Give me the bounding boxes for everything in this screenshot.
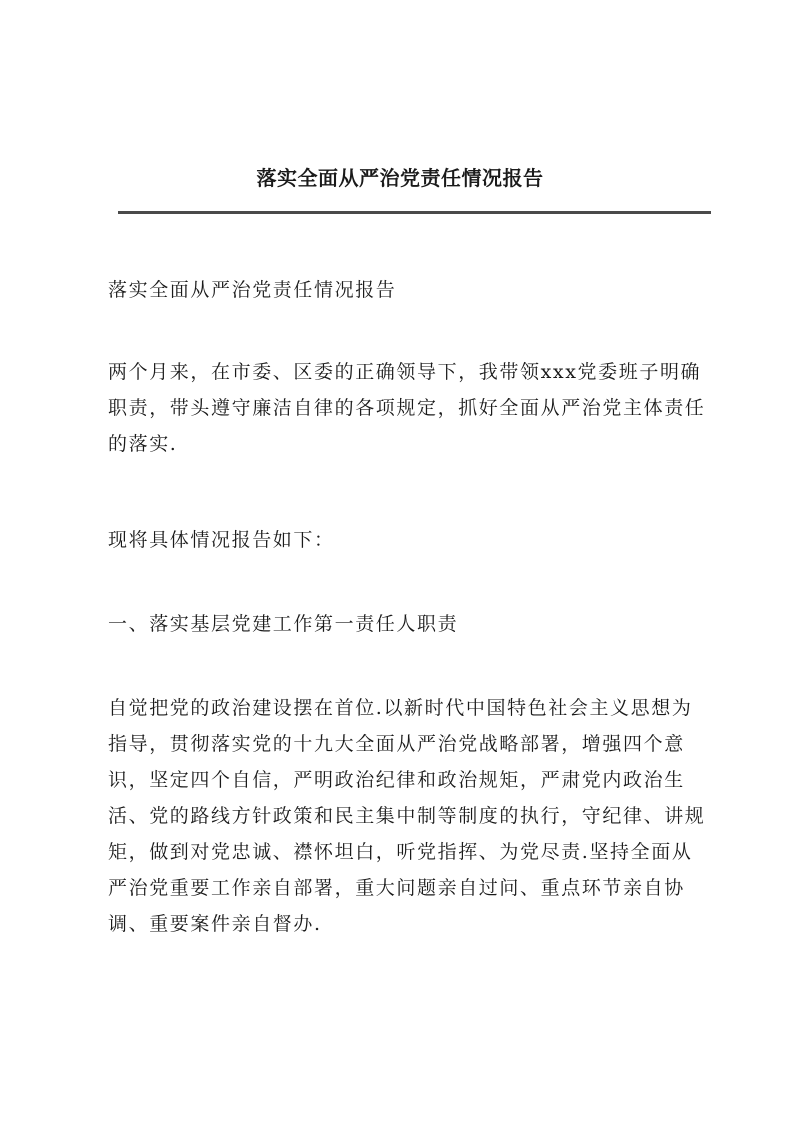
intro-paragraph: 两个月来，在市委、区委的正确领导下，我带领xxx党委班子明确职责，带头遵守廉洁自律的各项规定，抓好全面从严治党主体责任的落实. [108,361,706,455]
title-divider [118,211,711,214]
document-title: 落实全面从严治党责任情况报告 [256,166,544,190]
subtitle-paragraph: 落实全面从严治党责任情况报告 [108,279,397,301]
report-intro-paragraph: 现将具体情况报告如下： [108,529,335,551]
section-content-paragraph: 自觉把党的政治建设摆在首位.以新时代中国特色社会主义思想为指导，贯彻落实党的十九大全面从严治党战略部署，增强四个意识，坚定四个自信，严明政治纪律和政治规矩，严肃党内政治生活、党的路线方针政策和民主集中制等制度的执行，守纪律、讲规矩，做到对党忠诚、襟怀坦白，听党指挥、为党尽责.坚持全面从严治党重要工作亲自部署，重大问题亲自过问、重点环节亲自协调、重要案件亲自督办. [108,697,706,935]
section-heading: 一、落实基层党建工作第一责任人职责 [108,613,459,635]
